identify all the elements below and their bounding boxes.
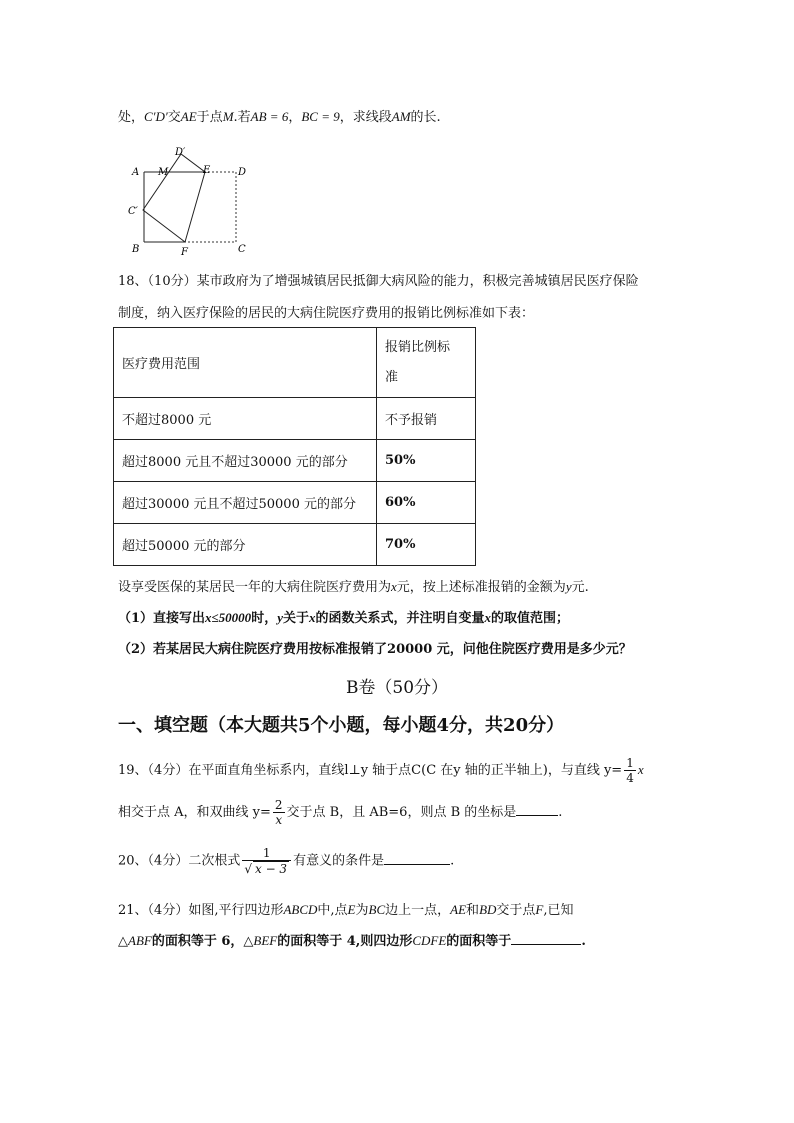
q18-line1: 18、（10分）某市政府为了增强城镇居民抵御大病风险的能力，积极完善城镇居民医疗保险 <box>118 274 639 289</box>
math-e: E <box>347 902 356 917</box>
radicand: x − 3 <box>254 862 288 876</box>
text: ， <box>288 110 302 125</box>
text: （1）直接写出 <box>118 611 206 626</box>
label-b: B <box>132 244 140 255</box>
math-f: F <box>535 902 544 917</box>
header-range: 医疗费用范围 <box>114 328 377 398</box>
row-range: 超过30000 元且不超过50000 元的部分 <box>114 482 377 524</box>
fraction-two-over-x <box>273 798 285 827</box>
math-triangle-abf: △ABF <box>118 933 152 948</box>
math-am: AM <box>391 109 411 124</box>
text: . <box>450 853 455 869</box>
math-cdfe: CDFE <box>412 933 447 948</box>
row-ratio: 60% <box>377 482 476 524</box>
row-range: 超过8000 元且不超过30000 元的部分 <box>114 440 377 482</box>
section-fill-in-title: 一、填空题（本大题共5个小题，每小题4分，共20分） <box>118 715 565 736</box>
fraction-denominator: 4 <box>626 771 634 785</box>
text: 为 <box>355 903 369 918</box>
row-ratio: 70% <box>377 524 476 566</box>
text: 时， <box>251 611 278 626</box>
text: .若 <box>233 110 251 125</box>
math-bc: BC <box>368 902 386 917</box>
math-ae: AE <box>180 109 197 124</box>
math-triangle-bef: △BEF <box>243 933 278 948</box>
label-d-prime: D′ <box>175 147 186 158</box>
folded-quadrilateral <box>143 154 205 242</box>
math-bc-eq: BC = 9 <box>301 109 340 124</box>
q21-line1 <box>118 899 574 918</box>
text: 21、（4分）如图,平行四边形 <box>118 903 284 918</box>
q19-line1 <box>118 756 644 785</box>
q19-line2 <box>118 798 562 827</box>
label-c: C <box>238 244 246 255</box>
answer-blank[interactable] <box>384 852 450 865</box>
label-f: F <box>181 247 188 257</box>
text: 元，按上述标准报销的金额为 <box>396 580 566 595</box>
text: . <box>558 805 563 820</box>
text: 的面积等于 4,则四边形 <box>277 934 413 949</box>
label-d: D <box>238 167 247 178</box>
text: 交于点 B，且 AB=6，则点 B 的坐标是 <box>286 805 517 820</box>
fraction-numerator: 2 <box>274 798 283 812</box>
label-c-prime: C′ <box>128 206 138 217</box>
text: 交 <box>167 110 181 125</box>
fraction-radical <box>242 846 291 876</box>
math-bd: BD <box>479 902 497 917</box>
text: 的函数关系式，并注明自变量 <box>315 611 485 626</box>
text: 19、（4分）在平面直角坐标系内，直线l⊥y 轴于点C(C 在y 轴的正半轴上)，与直线 y= <box>118 763 623 778</box>
q21-line2 <box>118 930 586 949</box>
row-ratio: 不予报销 <box>377 398 476 440</box>
section-b-title: B卷（50分） <box>345 678 449 698</box>
table-header-row <box>114 328 476 398</box>
text: 有意义的条件是 <box>293 853 385 869</box>
text: 中,点 <box>317 903 348 918</box>
math-ae: AE <box>450 902 467 917</box>
math-y: y <box>277 610 283 625</box>
math-x: x <box>391 579 397 594</box>
fraction-numerator: 1 <box>626 756 634 770</box>
table-row <box>114 524 476 566</box>
table-row <box>114 398 476 440</box>
text: 的取值范围； <box>491 611 570 626</box>
q18-line2: 制度，纳入医疗保险的居民的大病住院医疗费用的报销比例标准如下表： <box>118 306 535 321</box>
q18-line3 <box>118 576 589 595</box>
q18-sub2: （2）若某居民大病住院医疗费用按标准报销了20000 元，问他住院医疗费用是多少元？ <box>118 642 632 657</box>
math-cd: C′D′ <box>144 109 168 124</box>
math-y: y <box>565 579 572 594</box>
header-ratio-line2: 准 <box>385 369 399 385</box>
reimbursement-table <box>113 327 476 566</box>
text: 元. <box>571 580 589 595</box>
text: 于点 <box>196 110 223 125</box>
answer-blank[interactable] <box>511 932 581 945</box>
rectangle-abcd <box>144 172 236 242</box>
fraction-denominator: √ x − 3 <box>244 862 288 876</box>
math-condition: x≤50000 <box>205 610 252 625</box>
label-m: M <box>158 167 169 178</box>
fraction-denominator: x <box>275 813 283 827</box>
row-ratio: 50% <box>377 440 476 482</box>
text: . <box>581 934 586 949</box>
fraction-one-quarter <box>624 756 636 785</box>
row-range: 超过50000 元的部分 <box>114 524 377 566</box>
fraction-numerator: 1 <box>242 846 291 861</box>
math-x: x <box>484 610 492 625</box>
text: 边上一点， <box>385 903 451 918</box>
math-x: x <box>309 610 316 625</box>
text: ，求线段 <box>339 110 392 125</box>
q18-sub1 <box>118 607 569 626</box>
answer-blank[interactable] <box>516 803 558 816</box>
header-ratio <box>377 328 476 398</box>
q20-line <box>118 846 454 876</box>
text: 20、（4分）二次根式 <box>118 853 241 869</box>
table-row <box>114 440 476 482</box>
math-x: x <box>637 762 644 777</box>
text: 的面积等于 <box>446 934 512 949</box>
row-range: 不超过8000 元 <box>114 398 377 440</box>
text: 的面积等于 6， <box>151 934 244 949</box>
q17-tail-line <box>118 106 441 125</box>
text: 处， <box>118 110 145 125</box>
text: 和 <box>466 903 480 918</box>
text: 关于 <box>282 611 309 626</box>
math-abcd: ABCD <box>283 902 318 917</box>
text: 的长. <box>410 110 441 125</box>
table-row <box>114 482 476 524</box>
text: 交于点 <box>496 903 536 918</box>
text: 相交于点 A，和双曲线 y= <box>118 805 271 820</box>
label-a: A <box>132 167 140 178</box>
math-ab-eq: AB = 6 <box>250 109 289 124</box>
folded-rectangle-figure <box>128 145 253 257</box>
text: 设享受医保的某居民一年的大病住院医疗费用为 <box>118 580 392 595</box>
math-m: M <box>222 109 234 124</box>
text: ,已知 <box>543 903 574 918</box>
label-e: E <box>203 165 211 176</box>
header-ratio-line1: 报销比例标 <box>385 339 451 355</box>
